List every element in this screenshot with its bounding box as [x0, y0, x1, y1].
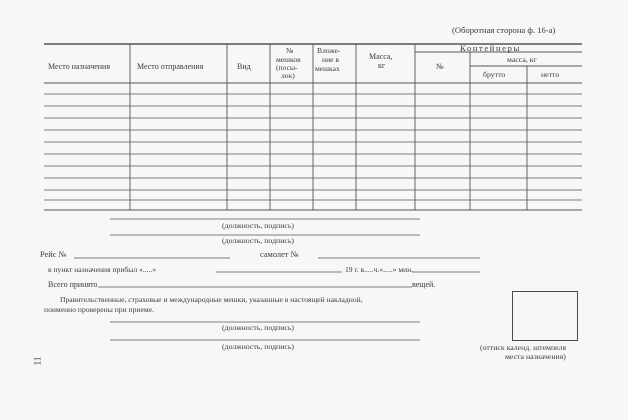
signature-caption-4: (должность, подпись): [222, 342, 294, 351]
col-origin: Место отправления: [137, 62, 204, 71]
col-container-number: №: [436, 62, 444, 71]
items-label: вещей.: [412, 280, 436, 289]
col-container-mass: масса, кг: [507, 55, 537, 64]
arrival-year-time: 19 г. в.....ч.«.....» мин.: [345, 265, 414, 274]
col-containers: Контейнеры: [460, 43, 521, 53]
form-header-note: (Оборотная сторона ф. 16-а): [452, 25, 556, 35]
col-destination: Место назначения: [48, 62, 111, 71]
total-label: Всего принято: [48, 280, 98, 289]
stamp-caption-2: места назначения): [505, 352, 566, 361]
signature-caption-2: (должность, подпись): [222, 236, 294, 245]
flight-label: Рейс №: [40, 250, 67, 259]
arrival-label: в пункт назначения прибыл «.....»: [48, 265, 157, 274]
col-bag-number-1: №: [286, 46, 294, 55]
col-bag-number-4: лок): [281, 71, 295, 80]
col-bag-number-2: мешков: [276, 55, 301, 64]
col-gross: брутто: [483, 70, 506, 79]
calendar-stamp-box: [512, 291, 578, 341]
aircraft-label: самолет №: [260, 250, 299, 259]
col-contents-2: ние в: [322, 55, 339, 64]
col-mass-1: Масса,: [369, 52, 393, 61]
col-kind: Вид: [237, 62, 251, 71]
col-bag-number-3: (посы-: [276, 63, 298, 72]
col-contents-3: мешках: [315, 64, 340, 73]
stamp-caption-1: (оттиск календ. штемпеля: [480, 343, 567, 352]
page-number: 11: [32, 356, 43, 366]
col-net: нетто: [541, 70, 560, 79]
signature-caption-3: (должность, подпись): [222, 323, 294, 332]
col-mass-2: кг: [378, 61, 386, 70]
col-contents-1: Вложе-: [317, 46, 341, 55]
notice-line-1: Правительственные, страховые и международные мешки, указанные в настоящей накладной,: [60, 295, 363, 304]
notice-line-2: поименно проверены при приеме.: [44, 305, 154, 314]
signature-caption-1: (должность, подпись): [222, 221, 294, 230]
